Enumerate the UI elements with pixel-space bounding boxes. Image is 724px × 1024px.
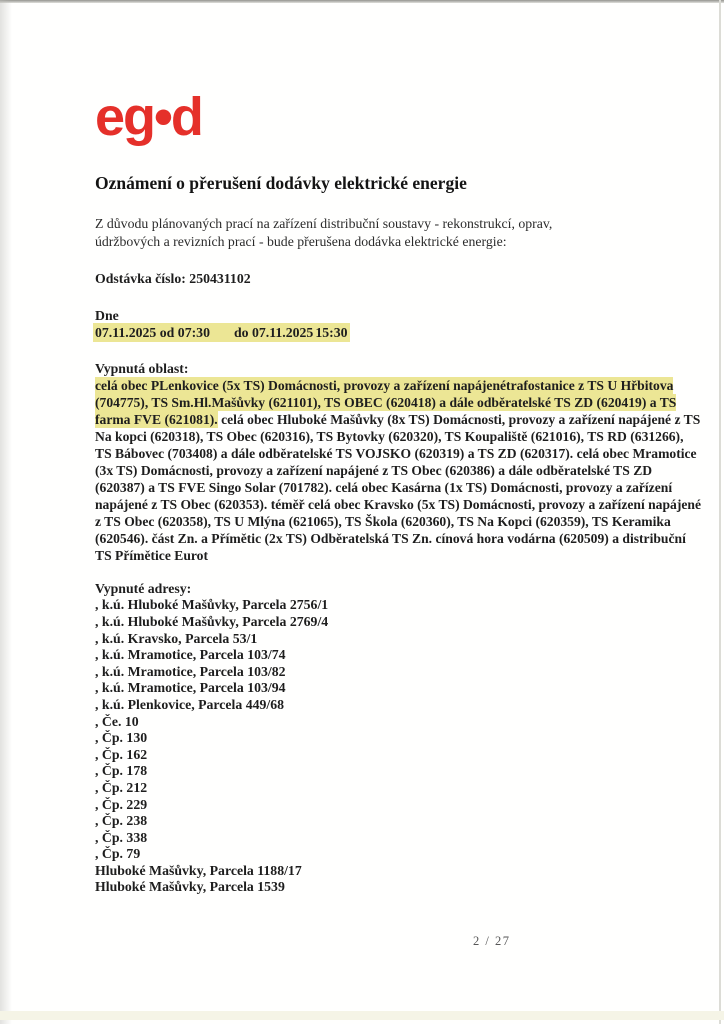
address-line: , k.ú. Kravsko, Parcela 53/1 <box>95 630 258 646</box>
page-number: 2 / 27 <box>473 934 511 949</box>
address-line: , k.ú. Mramotice, Parcela 103/74 <box>95 647 286 663</box>
outage-area-highlighted-text: celá obec PLenkovice (5x TS) Domácnosti, provozy a zařízení napájenétrafostanice z TS U Hřbitova (704775), TS Sm.Hl.Mašůvky (621101), TS OBEC (620418) a dále odběratelské TS ZD (620419) a TS farma FVE (621081). <box>95 378 677 428</box>
document-content <box>95 0 703 949</box>
address-line: Hluboké Mašůvky, Parcela 1188/17 <box>95 862 302 878</box>
address-line: , k.ú. Hluboké Mašůvky, Parcela 2769/4 <box>95 613 329 629</box>
document-title: Oznámení o přerušení dodávky elektrické energie <box>95 173 467 194</box>
address-line: , Čp. 229 <box>95 796 148 812</box>
address-line: , Čp. 130 <box>95 730 148 746</box>
addresses-list <box>95 597 703 896</box>
intro-line-2: údržbových a revizních prací - bude přerušena dodávka elektrické energie: <box>95 233 507 249</box>
scan-edge-right <box>719 0 721 1024</box>
address-line: , k.ú. Plenkovice, Parcela 449/68 <box>95 696 285 712</box>
outage-number-line <box>95 270 703 287</box>
date-from: 07.11.2025 od 07:30 <box>95 325 210 341</box>
address-line: , Čp. 212 <box>95 779 148 795</box>
address-line: , Če. 10 <box>95 713 139 729</box>
scan-edge-left <box>0 0 12 1024</box>
address-line: , k.ú. Hluboké Mašůvky, Parcela 2756/1 <box>95 597 329 613</box>
egd-logo: eg•d <box>95 87 202 147</box>
date-range-line <box>95 324 703 341</box>
date-to: do 07.11.2025 <box>233 325 314 341</box>
outage-number-label: Odstávka číslo: <box>95 271 186 287</box>
intro-line-1: Z důvodu plánovaných prací na zařízení distribuční soustavy - rekonstrukcí, oprav, <box>95 216 553 232</box>
outage-number-value: 250431102 <box>189 271 251 287</box>
address-line: , Čp. 79 <box>95 846 141 862</box>
outage-area-paragraph <box>95 377 703 564</box>
date-label: Dne <box>95 308 119 324</box>
address-line: , k.ú. Mramotice, Parcela 103/82 <box>95 663 286 679</box>
address-line: , Čp. 338 <box>95 829 148 845</box>
address-line: , Čp. 178 <box>95 763 148 779</box>
address-line: , Čp. 238 <box>95 813 148 829</box>
intro-paragraph <box>95 215 703 250</box>
address-line: Hluboké Mašůvky, Parcela 1539 <box>95 879 285 895</box>
date-to-time: 15:30 <box>315 325 348 341</box>
address-line: , Čp. 162 <box>95 746 148 762</box>
date-range-highlight <box>95 325 348 340</box>
outage-area-heading: Vypnutá oblast: <box>95 361 189 377</box>
addresses-heading: Vypnuté adresy: <box>95 581 192 597</box>
outage-area-rest-text: celá obec Hluboké Mašůvky (8x TS) Domácnosti, provozy a zařízení napájené z TS Na kopci (620318), TS Obec (620316), TS Bytovky (620320), TS Koupaliště (621016), TS RD (631266), TS Bábovec (703408) a dále odběratelské TS VOJSKO (620319) a TS ZD (620317). celá obec Mramotice (3x TS) Domácnosti, provozy a zařízení napájené z TS Obec (620386) a dále odběratelské TS ZD (620387) a TS FVE Singo Solar (701782). celá obec Kasárna (1x TS) Domácnosti, provozy a zařízení napájené z TS Obec (620353). téměř celá obec Kravsko (5x TS) Domácnosti, provozy a zařízení napájené z TS Obec (620358), TS U Mlýna (621065), TS Škola (620360), TS Na Kopci (620359), TS Keramika (620546). část Zn. a Přímětic (2x TS) Odběratelská TS Zn. cínová hora vodárna (620509) a distribuční TS Přímětice Eurot <box>95 412 701 564</box>
scan-edge-bottom <box>0 1011 724 1020</box>
address-line: , k.ú. Mramotice, Parcela 103/94 <box>95 680 286 696</box>
